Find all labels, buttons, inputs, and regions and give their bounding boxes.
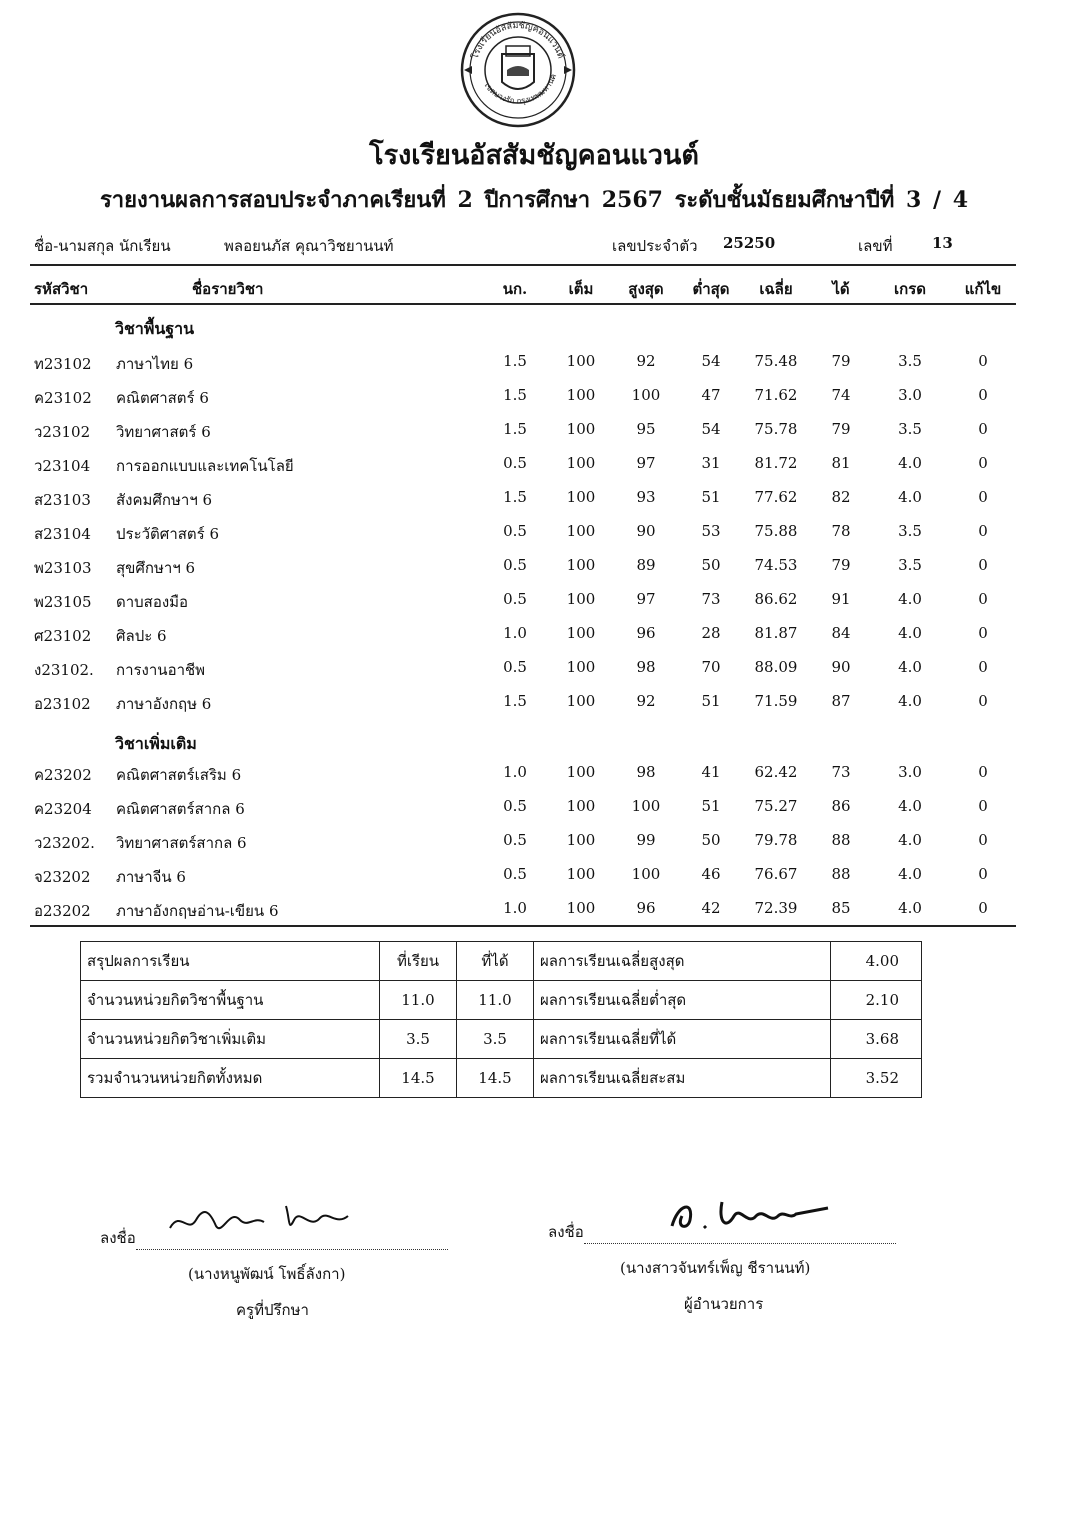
subject-full: 100: [566, 899, 596, 917]
subject-got: 79: [831, 556, 851, 574]
subject-code: ค23202: [34, 766, 92, 784]
subject-min: 51: [701, 797, 721, 815]
subject-fix: 0: [978, 556, 988, 574]
subject-code: ส23103: [34, 491, 91, 509]
summary-col-got: ที่ได้: [457, 942, 534, 981]
director-sign-label: ลงชื่อ: [548, 1223, 584, 1241]
subject-grade: 4.0: [898, 865, 922, 883]
subject-code: ศ23102: [34, 627, 92, 645]
subject-row: [0, 791, 1068, 821]
subject-avg: 75.48: [754, 352, 798, 370]
subject-full: 100: [566, 692, 596, 710]
subject-name: ภาษาไทย 6: [116, 355, 194, 373]
subject-code: พ23103: [34, 559, 92, 577]
subject-name: สังคมศึกษาฯ 6: [116, 491, 213, 509]
subject-name: ภาษาอังกฤษอ่าน-เขียน 6: [116, 902, 279, 920]
student-id-label: เลขประจำตัว: [612, 237, 698, 255]
stat-value: 4.00: [831, 942, 922, 981]
subject-fix: 0: [978, 522, 988, 540]
school-name: โรงเรียนอัสสัมชัญคอนแวนต์: [369, 140, 699, 171]
subject-max: 99: [636, 831, 656, 849]
subject-got: 73: [831, 763, 851, 781]
subject-name: ดาบสองมือ: [116, 593, 189, 611]
col-got: ได้: [832, 280, 850, 298]
subject-name: คณิตศาสตร์สากล 6: [116, 800, 245, 818]
col-name: ชื่อรายวิชา: [192, 280, 264, 298]
summary-row: [81, 981, 922, 1020]
subject-avg: 71.59: [754, 692, 798, 710]
subject-code: ง23102.: [34, 661, 94, 679]
subject-code: ว23102: [34, 423, 91, 441]
subject-grade: 3.5: [898, 420, 922, 438]
subject-grade: 4.0: [898, 624, 922, 642]
subject-credit: 0.5: [503, 454, 527, 472]
col-credit: นก.: [502, 280, 528, 298]
subject-credit: 1.0: [503, 763, 527, 781]
subject-avg: 75.27: [754, 797, 798, 815]
subject-row: [0, 618, 1068, 648]
subject-row: [0, 516, 1068, 546]
advisor-role: ครูที่ปรึกษา: [236, 1301, 309, 1319]
subject-min: 54: [701, 420, 721, 438]
subject-grade: 4.0: [898, 797, 922, 815]
subject-max: 100: [631, 386, 661, 404]
subject-got: 74: [831, 386, 851, 404]
summary-row-studied: 3.5: [380, 1020, 457, 1059]
subject-full: 100: [566, 624, 596, 642]
table-rule-bottom: [30, 925, 1016, 927]
subject-got: 88: [831, 865, 851, 883]
advisor-signature-scribble: [160, 1190, 360, 1250]
summary-row-studied: 14.5: [380, 1059, 457, 1098]
subject-max: 93: [636, 488, 656, 506]
subject-avg: 62.42: [754, 763, 798, 781]
subject-fix: 0: [978, 454, 988, 472]
subject-min: 53: [701, 522, 721, 540]
stat-value: 3.68: [831, 1020, 922, 1059]
subject-full: 100: [566, 865, 596, 883]
stat-label: ผลการเรียนเฉลี่ยสะสม: [534, 1059, 831, 1098]
header-rule-top: [30, 264, 1016, 266]
director-role: ผู้อำนวยการ: [684, 1295, 764, 1313]
summary-row-label: จำนวนหน่วยกิตวิชาพื้นฐาน: [81, 981, 380, 1020]
subject-row: [0, 859, 1068, 889]
advisor-sign-label: ลงชื่อ: [100, 1229, 136, 1247]
subject-grade: 4.0: [898, 658, 922, 676]
subject-avg: 79.78: [754, 831, 798, 849]
subject-row: [0, 652, 1068, 682]
subject-min: 47: [701, 386, 721, 404]
summary-row-got: 3.5: [457, 1020, 534, 1059]
subject-name: การออกแบบและเทคโนโลยี: [116, 457, 294, 475]
subject-full: 100: [566, 420, 596, 438]
subject-full: 100: [566, 658, 596, 676]
school-seal-logo: [458, 10, 578, 130]
subject-fix: 0: [978, 420, 988, 438]
section-title-additional: วิชาเพิ่มเติม: [115, 734, 197, 753]
subject-full: 100: [566, 831, 596, 849]
subject-got: 91: [831, 590, 851, 608]
subject-name: ภาษาอังกฤษ 6: [116, 695, 212, 713]
subject-min: 54: [701, 352, 721, 370]
subject-avg: 86.62: [754, 590, 798, 608]
subject-code: ส23104: [34, 525, 91, 543]
subject-max: 100: [631, 865, 661, 883]
subject-grade: 4.0: [898, 590, 922, 608]
subject-got: 88: [831, 831, 851, 849]
header-rule-bottom: [30, 303, 1016, 305]
subject-got: 90: [831, 658, 851, 676]
section-title-basic: วิชาพื้นฐาน: [115, 319, 195, 338]
subject-max: 97: [636, 590, 656, 608]
subject-row: [0, 414, 1068, 444]
student-name: พลอยนภัส คุณาวิชยานนท์: [224, 237, 394, 255]
subject-min: 70: [701, 658, 721, 676]
subject-code: พ23105: [34, 593, 92, 611]
summary-row: [81, 1059, 922, 1098]
summary-row-label: รวมจำนวนหน่วยกิตทั้งหมด: [81, 1059, 380, 1098]
subject-name: คณิตศาสตร์ 6: [116, 389, 209, 407]
subject-credit: 0.5: [503, 556, 527, 574]
subject-avg: 71.62: [754, 386, 798, 404]
subject-grade: 3.0: [898, 763, 922, 781]
subject-name: ประวัติศาสตร์ 6: [116, 525, 220, 543]
subject-grade: 3.5: [898, 522, 922, 540]
subject-got: 78: [831, 522, 851, 540]
subject-max: 90: [636, 522, 656, 540]
subject-fix: 0: [978, 763, 988, 781]
subject-avg: 75.88: [754, 522, 798, 540]
subject-got: 85: [831, 899, 851, 917]
director-signature-scribble: [660, 1186, 840, 1242]
subject-row: [0, 757, 1068, 787]
subject-code: อ23202: [34, 902, 91, 920]
subject-credit: 1.5: [503, 352, 527, 370]
subject-code: ค23102: [34, 389, 92, 407]
subject-code: ค23204: [34, 800, 92, 818]
subject-row: [0, 380, 1068, 410]
subject-row: [0, 825, 1068, 855]
subject-full: 100: [566, 556, 596, 574]
subject-fix: 0: [978, 658, 988, 676]
subject-max: 92: [636, 352, 656, 370]
subject-credit: 0.5: [503, 522, 527, 540]
subject-fix: 0: [978, 624, 988, 642]
subject-max: 96: [636, 899, 656, 917]
subject-name: วิทยาศาสตร์ 6: [116, 423, 211, 441]
subject-code: ว23104: [34, 457, 91, 475]
col-min: ต่ำสุด: [692, 280, 730, 298]
subject-min: 42: [701, 899, 721, 917]
subject-row: [0, 893, 1068, 923]
subject-full: 100: [566, 488, 596, 506]
subject-full: 100: [566, 522, 596, 540]
subject-grade: 3.0: [898, 386, 922, 404]
subject-got: 86: [831, 797, 851, 815]
subject-min: 73: [701, 590, 721, 608]
subject-fix: 0: [978, 899, 988, 917]
summary-row-label: จำนวนหน่วยกิตวิชาเพิ่มเติม: [81, 1020, 380, 1059]
subject-code: จ23202: [34, 868, 91, 886]
student-id: 25250: [723, 234, 776, 252]
subject-min: 46: [701, 865, 721, 883]
subject-name: การงานอาชีพ: [116, 661, 206, 679]
subject-max: 95: [636, 420, 656, 438]
subject-max: 97: [636, 454, 656, 472]
subject-full: 100: [566, 797, 596, 815]
subject-fix: 0: [978, 865, 988, 883]
subject-row: [0, 448, 1068, 478]
subject-grade: 3.5: [898, 352, 922, 370]
subject-code: ท23102: [34, 355, 92, 373]
subject-name: สุขศึกษาฯ 6: [116, 559, 196, 577]
subject-grade: 4.0: [898, 488, 922, 506]
stat-value: 2.10: [831, 981, 922, 1020]
subject-fix: 0: [978, 352, 988, 370]
subject-credit: 0.5: [503, 831, 527, 849]
subject-credit: 0.5: [503, 797, 527, 815]
subject-max: 89: [636, 556, 656, 574]
subject-avg: 74.53: [754, 556, 798, 574]
stat-value: 3.52: [831, 1059, 922, 1098]
subject-got: 84: [831, 624, 851, 642]
stat-label: ผลการเรียนเฉลี่ยต่ำสุด: [534, 981, 831, 1020]
subject-min: 31: [701, 454, 721, 472]
subject-code: ว23202.: [34, 834, 95, 852]
col-full: เต็ม: [568, 280, 594, 298]
subject-min: 50: [701, 556, 721, 574]
subject-full: 100: [566, 763, 596, 781]
subject-grade: 4.0: [898, 454, 922, 472]
subject-full: 100: [566, 386, 596, 404]
subject-max: 96: [636, 624, 656, 642]
svg-text:โรงเรียนอัสสัมชัญคอนแวนต์: โรงเรียนอัสสัมชัญคอนแวนต์: [470, 20, 566, 61]
subject-got: 79: [831, 352, 851, 370]
subject-fix: 0: [978, 590, 988, 608]
subject-row: [0, 584, 1068, 614]
subject-fix: 0: [978, 831, 988, 849]
subject-fix: 0: [978, 488, 988, 506]
col-max: สูงสุด: [628, 280, 664, 298]
subject-credit: 0.5: [503, 865, 527, 883]
subject-credit: 1.0: [503, 899, 527, 917]
subject-credit: 0.5: [503, 658, 527, 676]
subject-grade: 3.5: [898, 556, 922, 574]
subject-fix: 0: [978, 692, 988, 710]
subject-avg: 81.72: [754, 454, 798, 472]
subject-name: ศิลปะ 6: [116, 627, 167, 645]
subject-min: 51: [701, 692, 721, 710]
student-no-label: เลขที่: [858, 237, 893, 255]
subject-got: 79: [831, 420, 851, 438]
subject-name: วิทยาศาสตร์สากล 6: [116, 834, 247, 852]
subject-credit: 1.5: [503, 420, 527, 438]
subject-got: 87: [831, 692, 851, 710]
summary-table: [80, 941, 922, 1098]
summary-col-studied: ที่เรียน: [380, 942, 457, 981]
subject-fix: 0: [978, 386, 988, 404]
student-name-label: ชื่อ-นามสกุล นักเรียน: [34, 237, 171, 255]
subject-avg: 75.78: [754, 420, 798, 438]
summary-header-row: [81, 942, 922, 981]
subject-name: คณิตศาสตร์เสริม 6: [116, 766, 242, 784]
svg-text:เขตบางรัก กรุงเทพมหานคร: เขตบางรัก กรุงเทพมหานค: [482, 72, 559, 106]
col-avg: เฉลี่ย: [759, 280, 793, 298]
subject-full: 100: [566, 352, 596, 370]
summary-row-got: 11.0: [457, 981, 534, 1020]
summary-row-got: 14.5: [457, 1059, 534, 1098]
subject-got: 82: [831, 488, 851, 506]
col-fix: แก้ไข: [964, 280, 1002, 298]
summary-row: [81, 1020, 922, 1059]
summary-title: สรุปผลการเรียน: [81, 942, 380, 981]
student-no: 13: [932, 234, 953, 252]
subject-row: [0, 686, 1068, 716]
subject-credit: 1.5: [503, 692, 527, 710]
subject-min: 50: [701, 831, 721, 849]
subject-row: [0, 346, 1068, 376]
subject-credit: 1.0: [503, 624, 527, 642]
subject-credit: 1.5: [503, 488, 527, 506]
subject-credit: 0.5: [503, 590, 527, 608]
subject-grade: 4.0: [898, 899, 922, 917]
report-title: รายงานผลการสอบประจำภาคเรียนที่ 2 ปีการศึกษา 2567 ระดับชั้นมัธยมศึกษาปีที่ 3 / 4: [99, 187, 969, 213]
subject-min: 51: [701, 488, 721, 506]
col-code: รหัสวิชา: [34, 280, 89, 298]
subject-row: [0, 550, 1068, 580]
subject-name: ภาษาจีน 6: [116, 868, 186, 886]
director-name: (นางสาวจันทร์เพ็ญ ชีรานนท์): [620, 1259, 811, 1277]
stat-label: ผลการเรียนเฉลี่ยที่ได้: [534, 1020, 831, 1059]
subject-max: 100: [631, 797, 661, 815]
summary-row-studied: 11.0: [380, 981, 457, 1020]
subject-max: 92: [636, 692, 656, 710]
subject-fix: 0: [978, 797, 988, 815]
subject-min: 28: [701, 624, 721, 642]
subject-got: 81: [831, 454, 851, 472]
subject-avg: 76.67: [754, 865, 798, 883]
subject-avg: 77.62: [754, 488, 798, 506]
subject-full: 100: [566, 454, 596, 472]
subject-max: 98: [636, 763, 656, 781]
subject-credit: 1.5: [503, 386, 527, 404]
subject-grade: 4.0: [898, 831, 922, 849]
advisor-name: (นางหนูพัฒน์ โพธิ์ลังกา): [188, 1265, 346, 1283]
col-grade: เกรด: [893, 280, 926, 298]
subject-full: 100: [566, 590, 596, 608]
subject-code: อ23102: [34, 695, 91, 713]
subject-avg: 72.39: [754, 899, 798, 917]
stat-label: ผลการเรียนเฉลี่ยสูงสุด: [534, 942, 831, 981]
subject-min: 41: [701, 763, 721, 781]
subject-avg: 88.09: [754, 658, 798, 676]
subject-avg: 81.87: [754, 624, 798, 642]
subject-grade: 4.0: [898, 692, 922, 710]
subject-max: 98: [636, 658, 656, 676]
subject-row: [0, 482, 1068, 512]
